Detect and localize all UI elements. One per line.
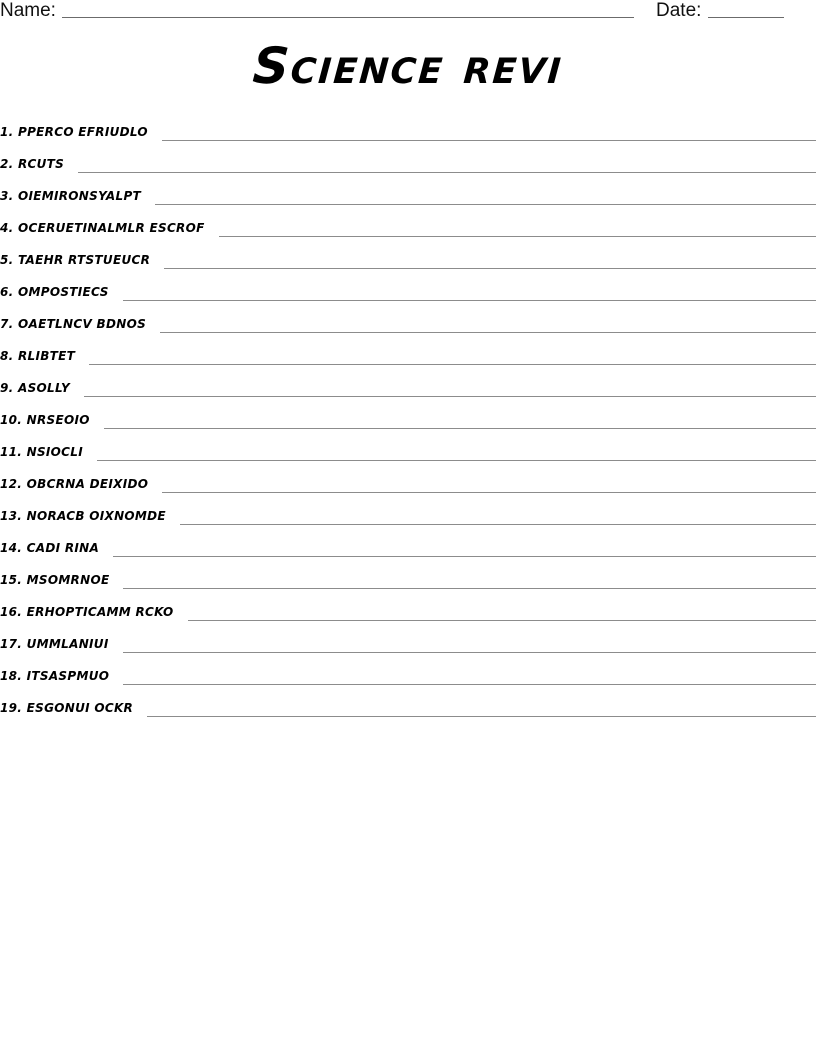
- scrambled-word: 12. OBCRNA DEIXIDO: [0, 477, 149, 491]
- scrambled-word: 4. OCERUETINALMLR ESCROF: [0, 221, 205, 235]
- name-field[interactable]: [62, 17, 634, 18]
- answer-line[interactable]: [162, 492, 816, 493]
- answer-line[interactable]: [78, 172, 816, 173]
- scrambled-word: 13. NORACB OIXNOMDE: [0, 509, 166, 523]
- answer-line[interactable]: [155, 204, 816, 205]
- list-item: [0, 112, 816, 144]
- scrambled-word: 18. ITSASPMUO: [0, 669, 110, 683]
- list-item: [0, 464, 816, 496]
- scrambled-word: 8. RLIBTET: [0, 349, 76, 363]
- scrambled-word: 14. CADI RINA: [0, 541, 100, 555]
- scrambled-word: 11. NSIOCLI: [0, 445, 84, 459]
- answer-line[interactable]: [164, 268, 816, 269]
- list-item: [0, 304, 816, 336]
- list-item: [0, 624, 816, 656]
- name-label: Name:: [0, 0, 56, 21]
- date-label: Date:: [656, 0, 702, 21]
- scrambled-word: 19. ESGONUI OCKR: [0, 701, 134, 715]
- scramble-list: [0, 112, 816, 720]
- worksheet-title: Science revi: [251, 37, 565, 95]
- scrambled-word: 10. NRSEOIO: [0, 413, 90, 427]
- list-item: [0, 176, 816, 208]
- answer-line[interactable]: [113, 556, 816, 557]
- answer-line[interactable]: [188, 620, 816, 621]
- answer-line[interactable]: [219, 236, 816, 237]
- answer-line[interactable]: [123, 588, 816, 589]
- answer-line[interactable]: [162, 140, 816, 141]
- scrambled-word: 7. OAETLNCV BDNOS: [0, 317, 147, 331]
- answer-line[interactable]: [123, 300, 816, 301]
- list-item: [0, 208, 816, 240]
- scrambled-word: 2. RCUTS: [0, 157, 65, 171]
- answer-line[interactable]: [104, 428, 816, 429]
- scrambled-word: 16. ERHOPTICAMM RCKO: [0, 605, 174, 619]
- list-item: [0, 432, 816, 464]
- list-item: [0, 656, 816, 688]
- list-item: [0, 592, 816, 624]
- answer-line[interactable]: [123, 684, 816, 685]
- answer-line[interactable]: [97, 460, 816, 461]
- scrambled-word: 17. UMMLANIUI: [0, 637, 109, 651]
- date-field[interactable]: [708, 17, 784, 18]
- list-item: [0, 240, 816, 272]
- header: [0, 0, 816, 24]
- list-item: [0, 688, 816, 720]
- list-item: [0, 400, 816, 432]
- list-item: [0, 272, 816, 304]
- list-item: [0, 368, 816, 400]
- scrambled-word: 1. PPERCO EFRIUDLO: [0, 125, 148, 139]
- answer-line[interactable]: [147, 716, 816, 717]
- list-item: [0, 144, 816, 176]
- scrambled-word: 5. TAEHR RTSTUEUCR: [0, 253, 151, 267]
- answer-line[interactable]: [84, 396, 816, 397]
- answer-line[interactable]: [180, 524, 816, 525]
- scrambled-word: 9. ASOLLY: [0, 381, 71, 395]
- scrambled-word: 3. OIEMIRONSYALPT: [0, 189, 142, 203]
- scrambled-word: 15. MSOMRNOE: [0, 573, 110, 587]
- answer-line[interactable]: [89, 364, 816, 365]
- list-item: [0, 560, 816, 592]
- list-item: [0, 528, 816, 560]
- answer-line[interactable]: [123, 652, 816, 653]
- answer-line[interactable]: [160, 332, 816, 333]
- list-item: [0, 336, 816, 368]
- list-item: [0, 496, 816, 528]
- scrambled-word: 6. OMPOSTIECS: [0, 285, 109, 299]
